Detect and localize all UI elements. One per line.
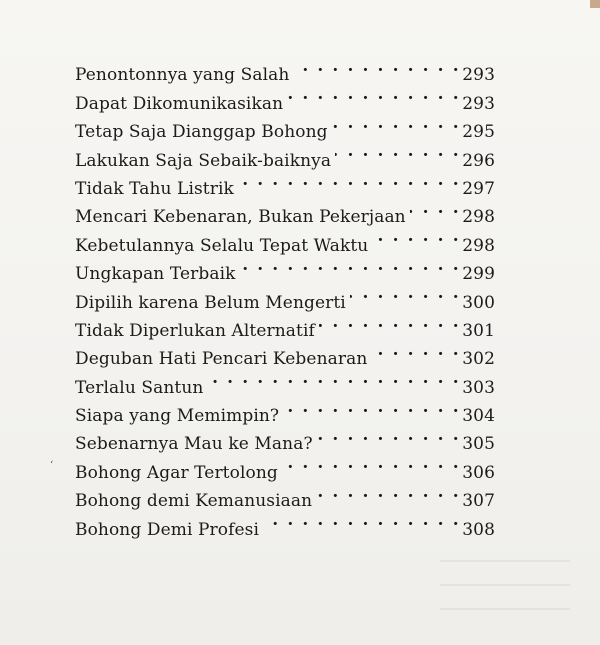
dot-leader (316, 478, 460, 506)
toc-entry-page: 306 (462, 462, 495, 483)
toc-entry-title: Sebenarnya Mau ke Mana? (75, 434, 313, 455)
toc-entry-title: Ungkapan Terbaik (75, 264, 236, 285)
toc-entry-title: Bohong demi Kemanusiaan (75, 491, 313, 512)
toc-entry-page: 301 (462, 320, 495, 341)
stray-mark: ‘ (50, 460, 54, 471)
show-through-text (440, 560, 570, 630)
toc-entry-page: 293 (462, 65, 495, 86)
dot-leader (317, 421, 461, 449)
toc-entry-page: 302 (462, 349, 495, 370)
page-edge-mark (590, 0, 600, 8)
toc-entry-title: Bohong Agar Tertolong (75, 462, 278, 483)
toc-entry-page: 304 (462, 406, 495, 427)
toc-entry-title: Kebetulannya Selalu Tepat Waktu (75, 235, 369, 256)
dot-leader (332, 109, 461, 137)
dot-leader (263, 506, 460, 534)
dot-leader (282, 449, 460, 477)
toc-entry-title: Tidak Tahu Listrik (75, 178, 234, 199)
dot-leader (207, 364, 460, 392)
toc-entry-page: 295 (462, 122, 495, 143)
dot-leader (293, 52, 460, 80)
dot-leader (240, 251, 461, 279)
toc-entry-page: 297 (462, 178, 495, 199)
dot-leader (238, 166, 460, 194)
dot-leader (371, 336, 460, 364)
toc-entry-page: 307 (462, 491, 495, 512)
dot-leader (283, 393, 460, 421)
toc-entry-title: Mencari Kebenaran, Bukan Pekerjaan (75, 207, 406, 228)
toc-entry-title: Dapat Dikomunikasikan (75, 93, 284, 114)
toc-entry (75, 52, 495, 86)
toc-entry-title: Dipilih karena Belum Mengerti (75, 292, 346, 313)
toc-entry-title: Terlalu Santun (75, 377, 204, 398)
dot-leader (287, 80, 460, 108)
toc-entry-title: Tidak Diperlukan Alternatif (75, 320, 315, 341)
toc-entry-title: Penontonnya yang Salah (75, 65, 290, 86)
toc-entry-title: Bohong Demi Profesi (75, 519, 260, 540)
table-of-contents (75, 52, 495, 540)
toc-entry-page: 293 (462, 93, 495, 114)
toc-entry-page: 300 (462, 292, 495, 313)
toc-entry-page: 298 (462, 207, 495, 228)
toc-entry-title: Lakukan Saja Sebaik-baiknya (75, 150, 332, 171)
dot-leader (335, 137, 460, 165)
dot-leader (372, 222, 460, 250)
dot-leader (319, 308, 460, 336)
dot-leader (350, 279, 460, 307)
toc-entry-page: 303 (462, 377, 495, 398)
toc-entry-title: Siapa yang Memimpin? (75, 406, 280, 427)
toc-entry-title: Tetap Saja Dianggap Bohong (75, 122, 328, 143)
toc-entry-page: 298 (462, 235, 495, 256)
toc-entry-page: 305 (462, 434, 495, 455)
toc-entry-page: 308 (462, 519, 495, 540)
toc-entry-page: 299 (462, 264, 495, 285)
toc-entry-title: Deguban Hati Pencari Kebenaran (75, 349, 368, 370)
toc-entry-page: 296 (462, 150, 495, 171)
dot-leader (410, 194, 461, 222)
